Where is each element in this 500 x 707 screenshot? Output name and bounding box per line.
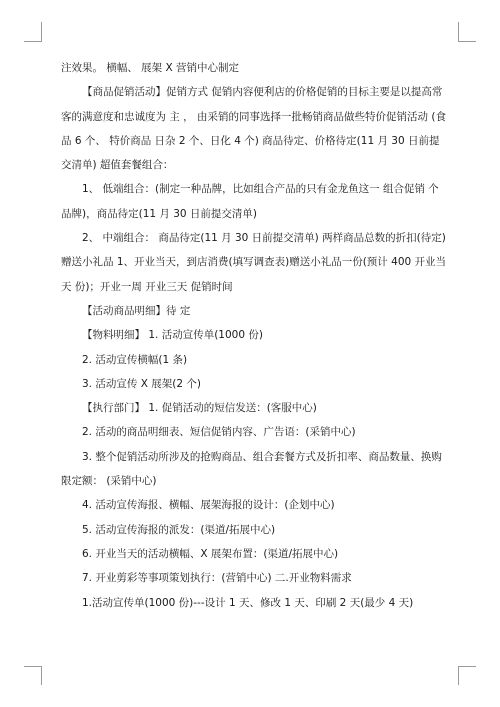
paragraph-5: 【活动商品明细】待 定	[82, 304, 191, 317]
paragraph-11: 3. 整个促销活动所涉及的抢购商品、组合套餐方式及折扣率、商品数量、换购限定额： (采销中心)	[61, 450, 442, 488]
crop-mark-bottom-right-h	[458, 666, 476, 667]
paragraph-1: 注效果。 横幅、 展架 X 营销中心制定	[61, 62, 240, 74]
document-body	[61, 56, 447, 615]
paragraph-4: 2、 中端组合： 商品待定(11 月 30 日前提交清单) 两样商品总数的折扣(待定) 赠送小礼品 1、开业当天，到店消费(填写调查表)赠送小礼品一份(预计 400 开业当天 份)；开业一周 开业三天 促销时间	[61, 232, 447, 293]
paragraph-7: 2. 活动宣传横幅(1 条)	[82, 353, 188, 366]
paragraph-9: 【执行部门】 1. 促销活动的短信发送：(客服中心)	[82, 402, 317, 415]
crop-mark-top-right	[458, 22, 459, 41]
crop-mark-top-left	[41, 22, 42, 41]
crop-mark-bottom-left-h	[24, 666, 42, 667]
paragraph-13: 5. 活动宣传海报的派发：(渠道/拓展中心)	[82, 523, 276, 536]
paragraph-8: 3. 活动宣传 X 展架(2 个)	[82, 377, 201, 390]
paragraph-14: 6. 开业当天的活动横幅、X 展架布置：(渠道/拓展中心)	[82, 547, 339, 560]
paragraph-10: 2. 活动的商品明细表、短信促销内容、广告语：(采销中心)	[82, 426, 356, 439]
crop-mark-top-right-h	[458, 41, 476, 42]
paragraph-16: 1.活动宣传单(1000 份)---设计 1 天、修改 1 天、印刷 2 天(最少 4 天)	[82, 596, 414, 609]
paragraph-2: 【商品促销活动】促销方式 促销内容便利店的价格促销的目标主要是以提高常客的满意度和忠诚度为 主 ， 由采销的同事选择一批畅销商品做些特价促销活动 (食品 6 个、 特价商品 日杂 2 个、日化 4 个) 商品待定、价格待定(11 月 30 日前提交清单) 超值套餐组合：	[61, 86, 446, 172]
paragraph-3: 1、 低端组合：(制定一种品牌，比如组合产品的只有金龙鱼这一 组合促销 个品牌)，商品待定(11 月 30 日前提交清单)	[61, 183, 439, 220]
paragraph-12: 4. 活动宣传海报、横幅、展架海报的设计：(企划中心)	[82, 499, 335, 512]
crop-mark-bottom-right	[458, 666, 459, 685]
crop-mark-top-left-h	[24, 41, 42, 42]
paragraph-15: 7. 开业剪彩等事项策划执行：(营销中心) 二.开业物料需求	[82, 572, 352, 585]
paragraph-6: 【物料明细】 1. 活动宣传单(1000 份)	[82, 329, 263, 342]
crop-mark-bottom-left	[41, 666, 42, 685]
